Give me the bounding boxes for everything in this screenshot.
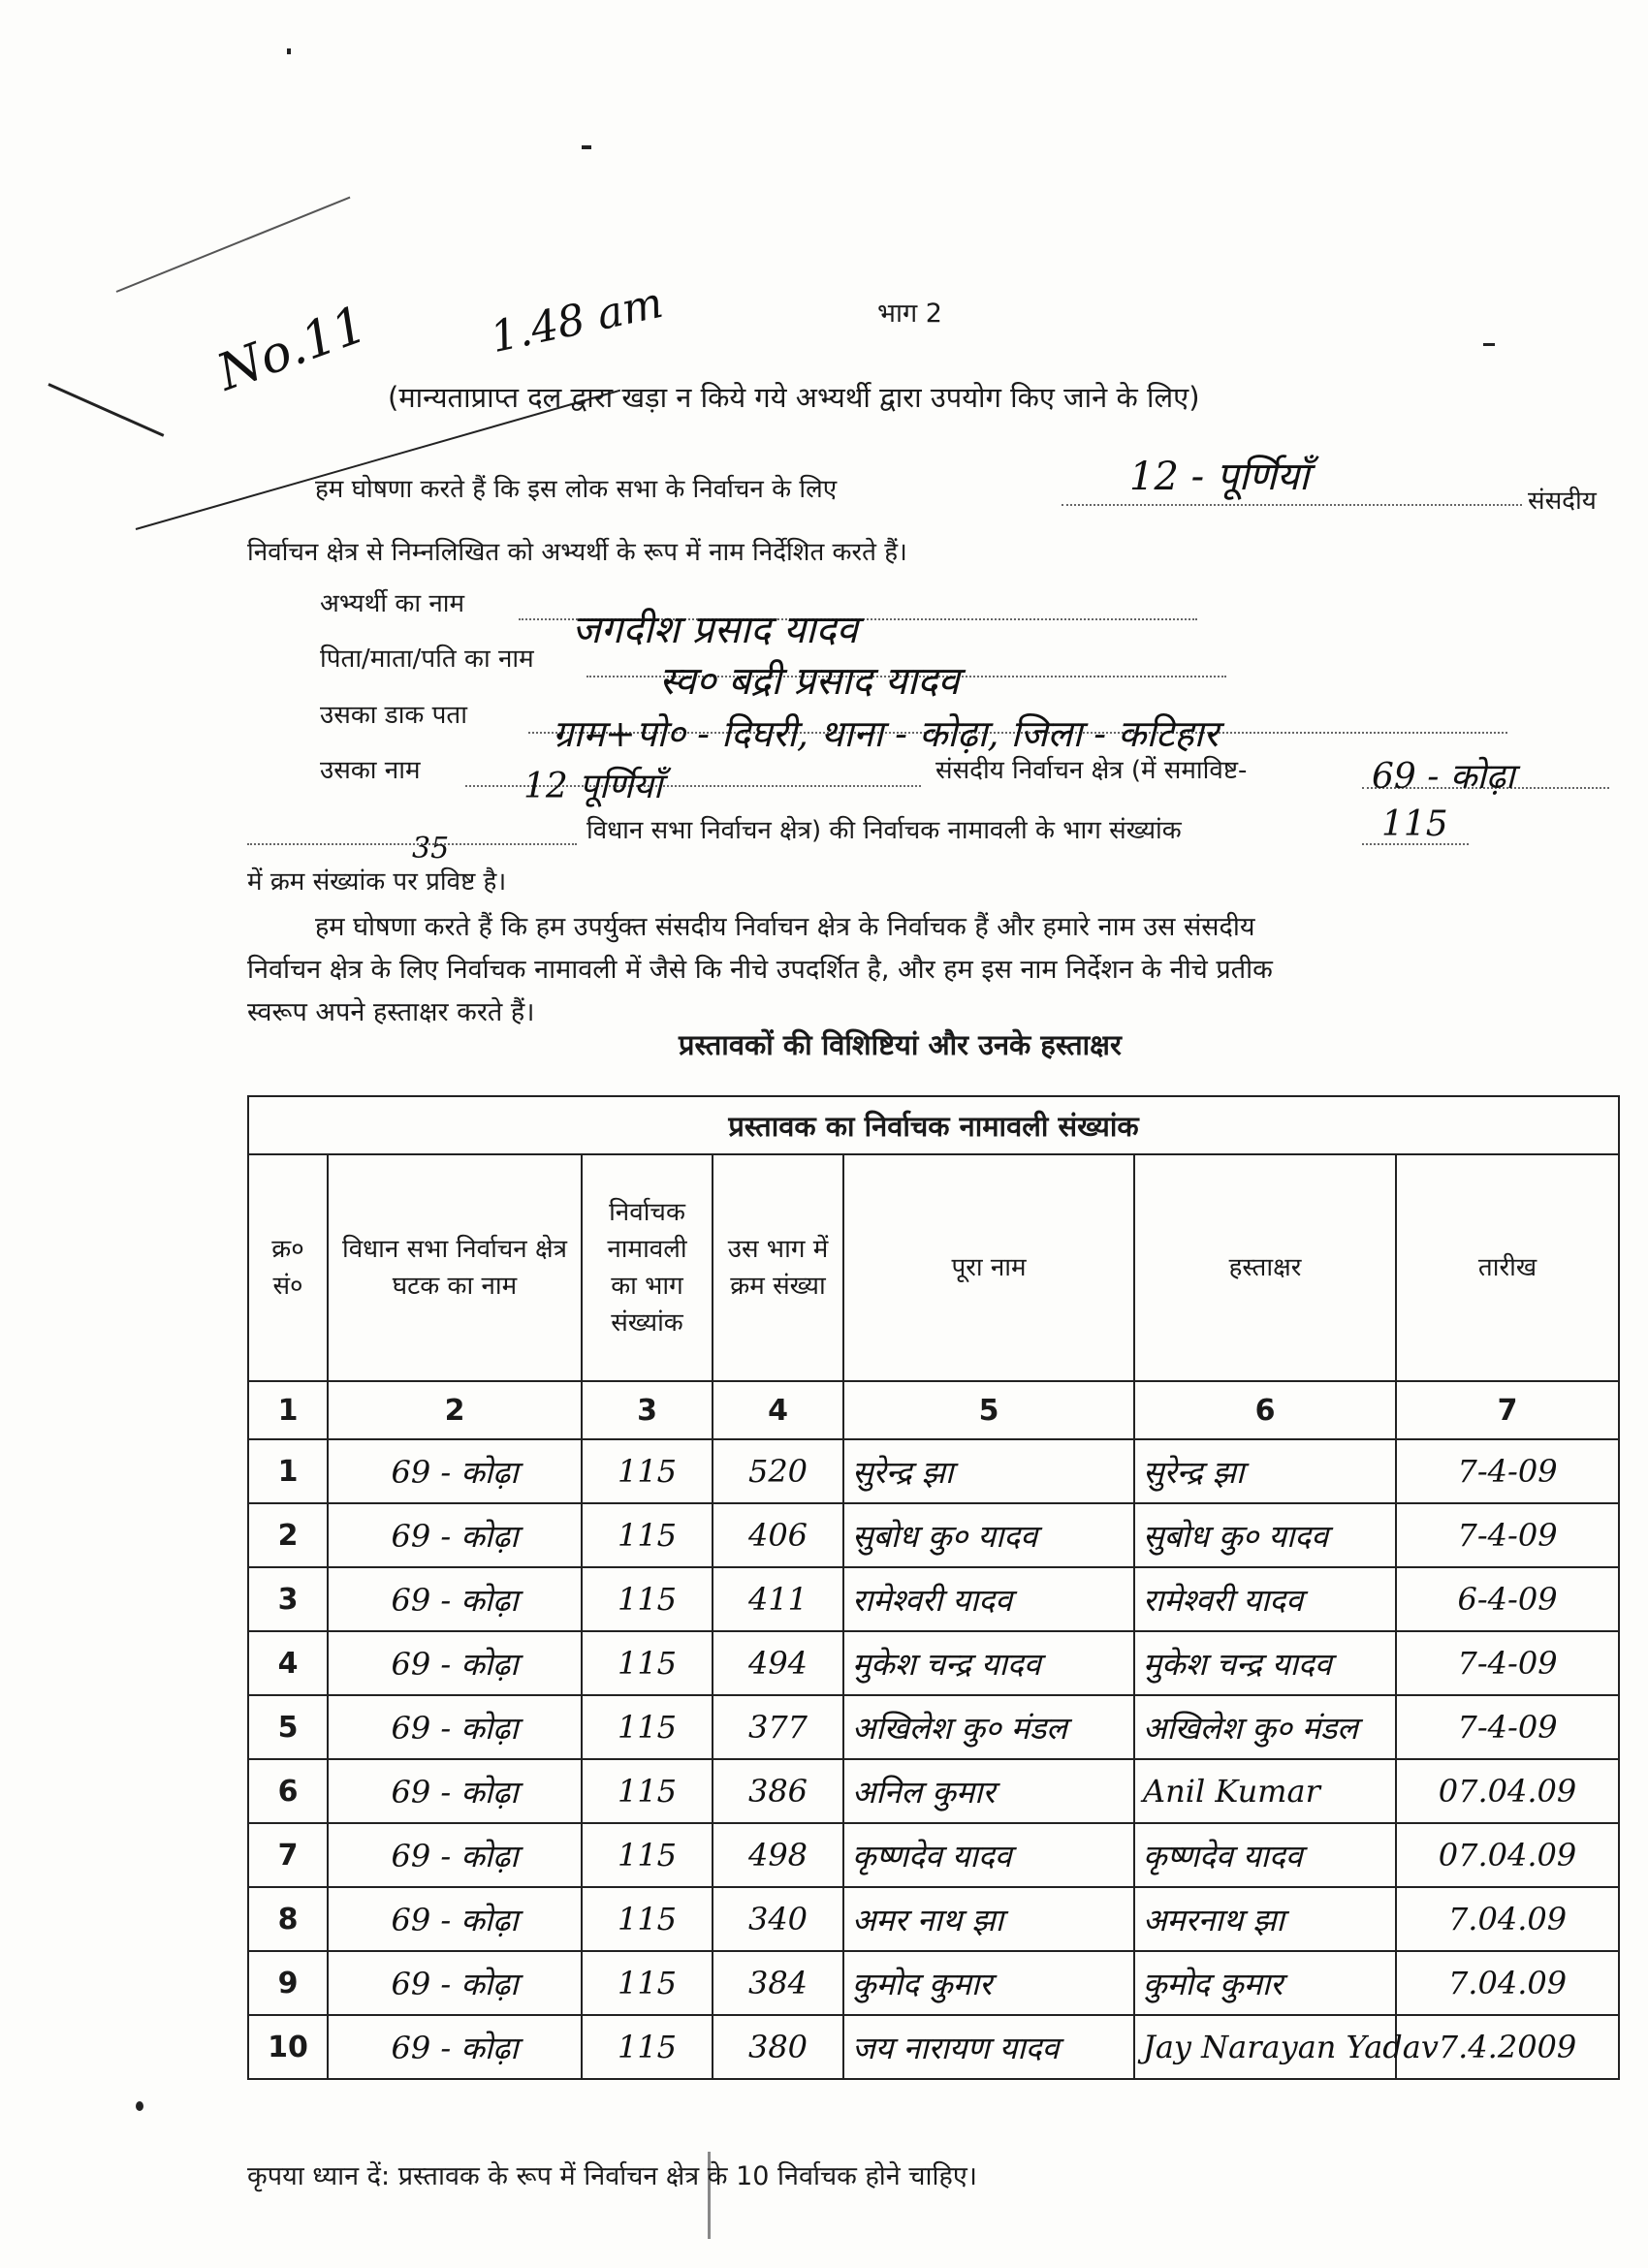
serial-no-value: 35 bbox=[412, 832, 450, 866]
enrolment-line3-text: में क्रम संख्यांक पर प्रविष्ट है। bbox=[247, 867, 507, 897]
declaration-line2: निर्वाचन क्षेत्र से निम्नलिखित को अभ्यर्थी के रूप में नाम निर्देशित करते हैं। bbox=[247, 538, 907, 567]
row-part-no: 115 bbox=[582, 1503, 713, 1567]
table-row bbox=[248, 2015, 1619, 2079]
declaration-paragraph bbox=[247, 906, 1624, 1034]
col-number: 1 bbox=[248, 1381, 328, 1439]
row-signature: रामेश्वरी यादव bbox=[1134, 1567, 1396, 1631]
form-subtitle: (मान्यताप्राप्त दल द्वारा खड़ा न किये गये अभ्यर्थी द्वारा उपयोग किए जाने के लिए) bbox=[388, 381, 1200, 414]
col-number: 4 bbox=[713, 1381, 843, 1439]
col-header-assembly: विधान सभा निर्वाचन क्षेत्र घटक का नाम bbox=[328, 1154, 582, 1381]
row-serial: 4 bbox=[248, 1631, 328, 1695]
part-title: भाग 2 bbox=[877, 299, 942, 329]
father-name-value: स्व० बद्री प्रसाद यादव bbox=[659, 659, 960, 704]
candidate-name-label: अभ्यर्थी का नाम bbox=[320, 589, 465, 618]
row-assembly: 69 - कोढ़ा bbox=[328, 1695, 582, 1759]
row-assembly: 69 - कोढ़ा bbox=[328, 1631, 582, 1695]
table-row bbox=[248, 1631, 1619, 1695]
row-assembly: 69 - कोढ़ा bbox=[328, 2015, 582, 2079]
col-number: 5 bbox=[843, 1381, 1134, 1439]
father-name-label: पिता/माता/पति का नाम bbox=[320, 645, 534, 674]
row-part-no: 115 bbox=[582, 1567, 713, 1631]
row-assembly: 69 - कोढ़ा bbox=[328, 1503, 582, 1567]
row-part-no: 115 bbox=[582, 1631, 713, 1695]
row-assembly: 69 - कोढ़ा bbox=[328, 1567, 582, 1631]
row-signature: मुकेश चन्द्र यादव bbox=[1134, 1631, 1396, 1695]
enrolment-middle-text: संसदीय निर्वाचन क्षेत्र (में समाविष्ट- bbox=[935, 756, 1248, 785]
row-date: 07.04.09 bbox=[1396, 1823, 1619, 1887]
row-serial-no: 377 bbox=[713, 1695, 843, 1759]
address-label: उसका डाक पता bbox=[320, 701, 467, 730]
row-assembly: 69 - कोढ़ा bbox=[328, 1951, 582, 2015]
row-serial: 9 bbox=[248, 1951, 328, 2015]
declaration-para-line1: हम घोषणा करते हैं कि हम उपर्युक्त संसदीय निर्वाचन क्षेत्र के निर्वाचक हैं और हमारे नाम उस संसदीय bbox=[315, 912, 1255, 942]
row-serial: 2 bbox=[248, 1503, 328, 1567]
row-part-no: 115 bbox=[582, 1823, 713, 1887]
row-serial-no: 386 bbox=[713, 1759, 843, 1823]
col-header-serial: क्र० सं० bbox=[248, 1154, 328, 1381]
row-full-name: कृष्णदेव यादव bbox=[843, 1823, 1134, 1887]
enrolment-label: उसका नाम bbox=[320, 756, 421, 785]
scan-mark bbox=[136, 2101, 143, 2111]
declaration-para-line2: निर्वाचन क्षेत्र के लिए निर्वाचक नामावली में जैसे कि नीचे उपदर्शित है, और हम इस नाम निर्देशन के नीचे प्रतीक bbox=[247, 955, 1273, 985]
row-full-name: सुबोध कु० यादव bbox=[843, 1503, 1134, 1567]
row-serial-no: 406 bbox=[713, 1503, 843, 1567]
pen-stroke bbox=[48, 383, 164, 437]
row-serial-no: 380 bbox=[713, 2015, 843, 2079]
row-assembly: 69 - कोढ़ा bbox=[328, 1759, 582, 1823]
constituency-line bbox=[1062, 504, 1522, 506]
table-row bbox=[248, 1439, 1619, 1503]
scan-mark bbox=[1483, 343, 1495, 346]
row-date: 7.4.2009 bbox=[1396, 2015, 1619, 2079]
proposers-table bbox=[247, 1095, 1620, 2080]
col-header-part: निर्वाचक नामावली का भाग संख्यांक bbox=[582, 1154, 713, 1381]
row-full-name: जय नारायण यादव bbox=[843, 2015, 1134, 2079]
row-part-no: 115 bbox=[582, 1887, 713, 1951]
row-signature: Jay Narayan Yadav bbox=[1134, 2015, 1396, 2079]
row-signature: अखिलेश कु० मंडल bbox=[1134, 1695, 1396, 1759]
part-no-value: 115 bbox=[1381, 804, 1448, 844]
row-part-no: 115 bbox=[582, 2015, 713, 2079]
row-full-name: अमर नाथ झा bbox=[843, 1887, 1134, 1951]
row-full-name: रामेश्वरी यादव bbox=[843, 1567, 1134, 1631]
row-serial: 8 bbox=[248, 1887, 328, 1951]
row-signature: कुमोद कुमार bbox=[1134, 1951, 1396, 2015]
enrolment-constituency-value: 12 पूर्णियाँ bbox=[523, 767, 663, 806]
row-full-name: कुमोद कुमार bbox=[843, 1951, 1134, 2015]
table-column-header-row bbox=[248, 1154, 1619, 1381]
row-assembly: 69 - कोढ़ा bbox=[328, 1439, 582, 1503]
pen-stroke bbox=[116, 197, 351, 293]
row-full-name: अनिल कुमार bbox=[843, 1759, 1134, 1823]
scan-mark bbox=[287, 48, 291, 54]
table-row bbox=[248, 1503, 1619, 1567]
table-column-number-row bbox=[248, 1381, 1619, 1439]
row-full-name: मुकेश चन्द्र यादव bbox=[843, 1631, 1134, 1695]
assembly-value: 69 - कोढ़ा bbox=[1372, 757, 1515, 797]
table-row bbox=[248, 1823, 1619, 1887]
footer-note: कृपया ध्यान दें: प्रस्तावक के रूप में निर्वाचन क्षेत्र के 10 निर्वाचक होने चाहिए। bbox=[247, 2161, 977, 2191]
row-serial-no: 494 bbox=[713, 1631, 843, 1695]
row-part-no: 115 bbox=[582, 1695, 713, 1759]
table-row bbox=[248, 1695, 1619, 1759]
row-signature: कृष्णदेव यादव bbox=[1134, 1823, 1396, 1887]
row-serial-no: 340 bbox=[713, 1887, 843, 1951]
row-date: 7-4-09 bbox=[1396, 1439, 1619, 1503]
table-row bbox=[248, 1567, 1619, 1631]
row-signature: सुरेन्द्र झा bbox=[1134, 1439, 1396, 1503]
address-value: ग्राम+पो० - दिघरी, थाना - कोढ़ा, जिला - कटिहार bbox=[553, 712, 1219, 755]
row-date: 6-4-09 bbox=[1396, 1567, 1619, 1631]
row-part-no: 115 bbox=[582, 1759, 713, 1823]
row-serial-no: 384 bbox=[713, 1951, 843, 2015]
col-header-signature: हस्ताक्षर bbox=[1134, 1154, 1396, 1381]
row-date: 07.04.09 bbox=[1396, 1759, 1619, 1823]
handwritten-time: 1.48 am bbox=[486, 277, 668, 363]
row-full-name: सुरेन्द्र झा bbox=[843, 1439, 1134, 1503]
table-group-header: प्रस्तावक का निर्वाचक नामावली संख्यांक bbox=[248, 1096, 1619, 1154]
declaration-para-line3: स्वरूप अपने हस्ताक्षर करते हैं। bbox=[247, 997, 535, 1027]
row-date: 7.04.09 bbox=[1396, 1887, 1619, 1951]
row-date: 7.04.09 bbox=[1396, 1951, 1619, 2015]
table-heading: प्रस्तावकों की विशिष्टियां और उनके हस्ताक्षर bbox=[679, 1028, 1122, 1061]
scan-mark bbox=[582, 145, 591, 149]
row-serial: 7 bbox=[248, 1823, 328, 1887]
row-assembly: 69 - कोढ़ा bbox=[328, 1823, 582, 1887]
col-number: 2 bbox=[328, 1381, 582, 1439]
col-header-date: तारीख bbox=[1396, 1154, 1619, 1381]
row-signature: Anil Kumar bbox=[1134, 1759, 1396, 1823]
table-row bbox=[248, 1951, 1619, 2015]
handwritten-ref-no: No.11 bbox=[209, 295, 375, 403]
row-assembly: 69 - कोढ़ा bbox=[328, 1887, 582, 1951]
col-header-full-name: पूरा नाम bbox=[843, 1154, 1134, 1381]
table-row bbox=[248, 1887, 1619, 1951]
row-signature: अमरनाथ झा bbox=[1134, 1887, 1396, 1951]
row-serial-no: 498 bbox=[713, 1823, 843, 1887]
proposer-rows bbox=[248, 1439, 1619, 2079]
enrolment-line2-text: विधान सभा निर्वाचन क्षेत्र) की निर्वाचक नामावली के भाग संख्यांक bbox=[586, 816, 1182, 845]
row-serial: 1 bbox=[248, 1439, 328, 1503]
row-serial: 10 bbox=[248, 2015, 328, 2079]
col-number: 7 bbox=[1396, 1381, 1619, 1439]
row-serial: 5 bbox=[248, 1695, 328, 1759]
row-date: 7-4-09 bbox=[1396, 1503, 1619, 1567]
constituency-handwritten: 12 - पूर्णियाँ bbox=[1129, 455, 1310, 499]
row-serial: 3 bbox=[248, 1567, 328, 1631]
row-serial-no: 520 bbox=[713, 1439, 843, 1503]
row-serial-no: 411 bbox=[713, 1567, 843, 1631]
row-full-name: अखिलेश कु० मंडल bbox=[843, 1695, 1134, 1759]
row-date: 7-4-09 bbox=[1396, 1695, 1619, 1759]
row-signature: सुबोध कु० यादव bbox=[1134, 1503, 1396, 1567]
row-serial: 6 bbox=[248, 1759, 328, 1823]
row-date: 7-4-09 bbox=[1396, 1631, 1619, 1695]
col-number: 6 bbox=[1134, 1381, 1396, 1439]
candidate-name-value: जगदीश प्रसाद यादव bbox=[572, 608, 858, 652]
row-part-no: 115 bbox=[582, 1951, 713, 2015]
col-header-serial-in-part: उस भाग में क्रम संख्या bbox=[713, 1154, 843, 1381]
declaration-line1-suffix: संसदीय bbox=[1528, 487, 1597, 516]
table-row bbox=[248, 1759, 1619, 1823]
row-part-no: 115 bbox=[582, 1439, 713, 1503]
declaration-line1-prefix: हम घोषणा करते हैं कि इस लोक सभा के निर्वाचन के लिए bbox=[315, 475, 838, 504]
col-number: 3 bbox=[582, 1381, 713, 1439]
